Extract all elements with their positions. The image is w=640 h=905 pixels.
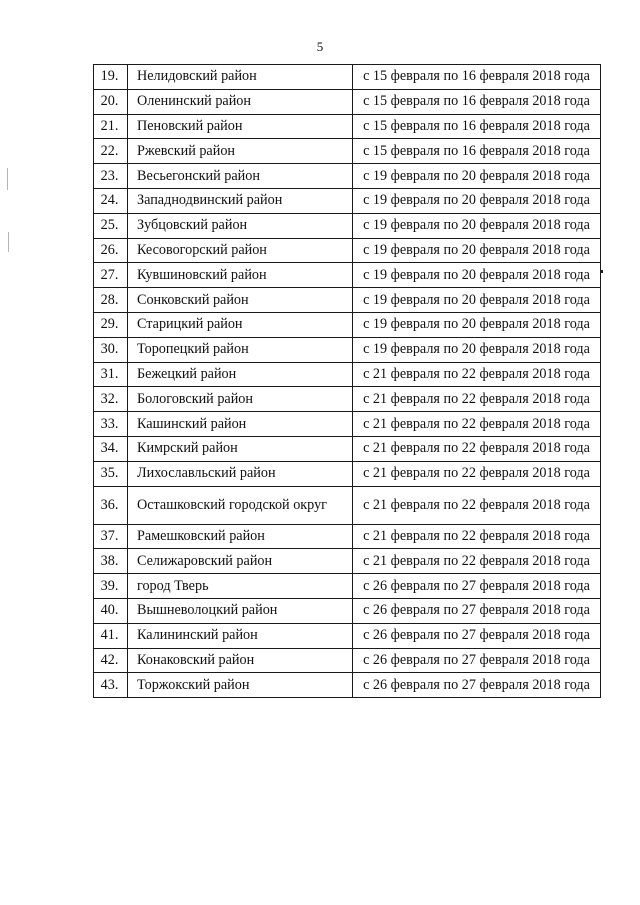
table-row [94, 213, 601, 238]
district-name-cell: Лихославльский район [128, 461, 353, 486]
table-row [94, 238, 601, 263]
table-row [94, 89, 601, 114]
district-name-cell: Конаковский район [128, 648, 353, 673]
row-number-cell: 32. [94, 387, 128, 412]
date-range-cell: с 21 февраля по 22 февраля 2018 года [353, 461, 601, 486]
date-range-cell: с 15 февраля по 16 февраля 2018 года [353, 89, 601, 114]
row-number-cell: 24. [94, 188, 128, 213]
district-name-cell: Селижаровский район [128, 549, 353, 574]
table-row [94, 461, 601, 486]
date-range-cell: с 26 февраля по 27 февраля 2018 года [353, 598, 601, 623]
page-number: 5 [316, 39, 324, 54]
date-range-cell: с 19 февраля по 20 февраля 2018 года [353, 288, 601, 313]
row-number-cell: 20. [94, 89, 128, 114]
row-number-cell: 36. [94, 486, 128, 524]
date-range-cell: с 19 февраля по 20 февраля 2018 года [353, 263, 601, 288]
district-name-cell: Кимрский район [128, 436, 353, 461]
schedule-table-body [94, 65, 601, 698]
scan-mark-left-upper [7, 168, 8, 190]
table-row [94, 486, 601, 524]
table-row [94, 436, 601, 461]
date-range-cell: с 26 февраля по 27 февраля 2018 года [353, 574, 601, 599]
district-name-cell: Кувшиновский район [128, 263, 353, 288]
date-range-cell: с 26 февраля по 27 февраля 2018 года [353, 673, 601, 698]
table-row [94, 412, 601, 437]
district-name-cell: Рамешковский район [128, 524, 353, 549]
row-number-cell: 27. [94, 263, 128, 288]
row-number-cell: 30. [94, 337, 128, 362]
district-name-cell: город Тверь [128, 574, 353, 599]
district-name-cell: Старицкий район [128, 312, 353, 337]
date-range-cell: с 21 февраля по 22 февраля 2018 года [353, 524, 601, 549]
table-row [94, 623, 601, 648]
date-range-cell: с 21 февраля по 22 февраля 2018 года [353, 412, 601, 437]
row-number-cell: 35. [94, 461, 128, 486]
district-name-cell: Весьегонский район [128, 164, 353, 189]
district-name-cell: Бежецкий район [128, 362, 353, 387]
scan-mark-right [601, 270, 603, 273]
district-name-cell: Кашинский район [128, 412, 353, 437]
district-name-cell: Пеновский район [128, 114, 353, 139]
date-range-cell: с 19 февраля по 20 февраля 2018 года [353, 164, 601, 189]
scan-mark-left-lower [8, 232, 9, 252]
date-range-cell: с 21 февраля по 22 февраля 2018 года [353, 436, 601, 461]
table-row [94, 673, 601, 698]
district-name-cell: Западнодвинский район [128, 188, 353, 213]
table-row [94, 114, 601, 139]
date-range-cell: с 26 февраля по 27 февраля 2018 года [353, 623, 601, 648]
district-name-cell: Калининский район [128, 623, 353, 648]
row-number-cell: 25. [94, 213, 128, 238]
date-range-cell: с 19 февраля по 20 февраля 2018 года [353, 213, 601, 238]
row-number-cell: 23. [94, 164, 128, 189]
row-number-cell: 28. [94, 288, 128, 313]
date-range-cell: с 19 февраля по 20 февраля 2018 года [353, 188, 601, 213]
table-row [94, 524, 601, 549]
district-name-cell: Ржевский район [128, 139, 353, 164]
row-number-cell: 37. [94, 524, 128, 549]
table-row [94, 188, 601, 213]
row-number-cell: 31. [94, 362, 128, 387]
district-name-cell: Осташковский городской округ [128, 486, 353, 524]
table-row [94, 312, 601, 337]
district-name-cell: Кесовогорский район [128, 238, 353, 263]
district-name-cell: Зубцовский район [128, 213, 353, 238]
row-number-cell: 42. [94, 648, 128, 673]
date-range-cell: с 15 февраля по 16 февраля 2018 года [353, 65, 601, 90]
row-number-cell: 26. [94, 238, 128, 263]
date-range-cell: с 21 февраля по 22 февраля 2018 года [353, 549, 601, 574]
table-row [94, 574, 601, 599]
district-name-cell: Бологовский район [128, 387, 353, 412]
table-row [94, 598, 601, 623]
table-row [94, 648, 601, 673]
date-range-cell: с 19 февраля по 20 февраля 2018 года [353, 238, 601, 263]
date-range-cell: с 21 февраля по 22 февраля 2018 года [353, 362, 601, 387]
row-number-cell: 41. [94, 623, 128, 648]
table-row [94, 549, 601, 574]
table-row [94, 387, 601, 412]
date-range-cell: с 15 февраля по 16 февраля 2018 года [353, 139, 601, 164]
date-range-cell: с 26 февраля по 27 февраля 2018 года [353, 648, 601, 673]
row-number-cell: 43. [94, 673, 128, 698]
table-row [94, 362, 601, 387]
table-row [94, 65, 601, 90]
date-range-cell: с 21 февраля по 22 февраля 2018 года [353, 486, 601, 524]
district-name-cell: Сонковский район [128, 288, 353, 313]
row-number-cell: 21. [94, 114, 128, 139]
date-range-cell: с 19 февраля по 20 февраля 2018 года [353, 337, 601, 362]
row-number-cell: 29. [94, 312, 128, 337]
schedule-table [93, 64, 601, 698]
district-name-cell: Вышневолоцкий район [128, 598, 353, 623]
row-number-cell: 34. [94, 436, 128, 461]
district-name-cell: Нелидовский район [128, 65, 353, 90]
table-row [94, 139, 601, 164]
date-range-cell: с 21 февраля по 22 февраля 2018 года [353, 387, 601, 412]
date-range-cell: с 19 февраля по 20 февраля 2018 года [353, 312, 601, 337]
district-name-cell: Оленинский район [128, 89, 353, 114]
row-number-cell: 22. [94, 139, 128, 164]
table-row [94, 288, 601, 313]
date-range-cell: с 15 февраля по 16 февраля 2018 года [353, 114, 601, 139]
district-name-cell: Торопецкий район [128, 337, 353, 362]
row-number-cell: 40. [94, 598, 128, 623]
table-row [94, 164, 601, 189]
row-number-cell: 33. [94, 412, 128, 437]
table-row [94, 337, 601, 362]
district-name-cell: Торжокский район [128, 673, 353, 698]
row-number-cell: 19. [94, 65, 128, 90]
row-number-cell: 38. [94, 549, 128, 574]
table-row [94, 263, 601, 288]
row-number-cell: 39. [94, 574, 128, 599]
